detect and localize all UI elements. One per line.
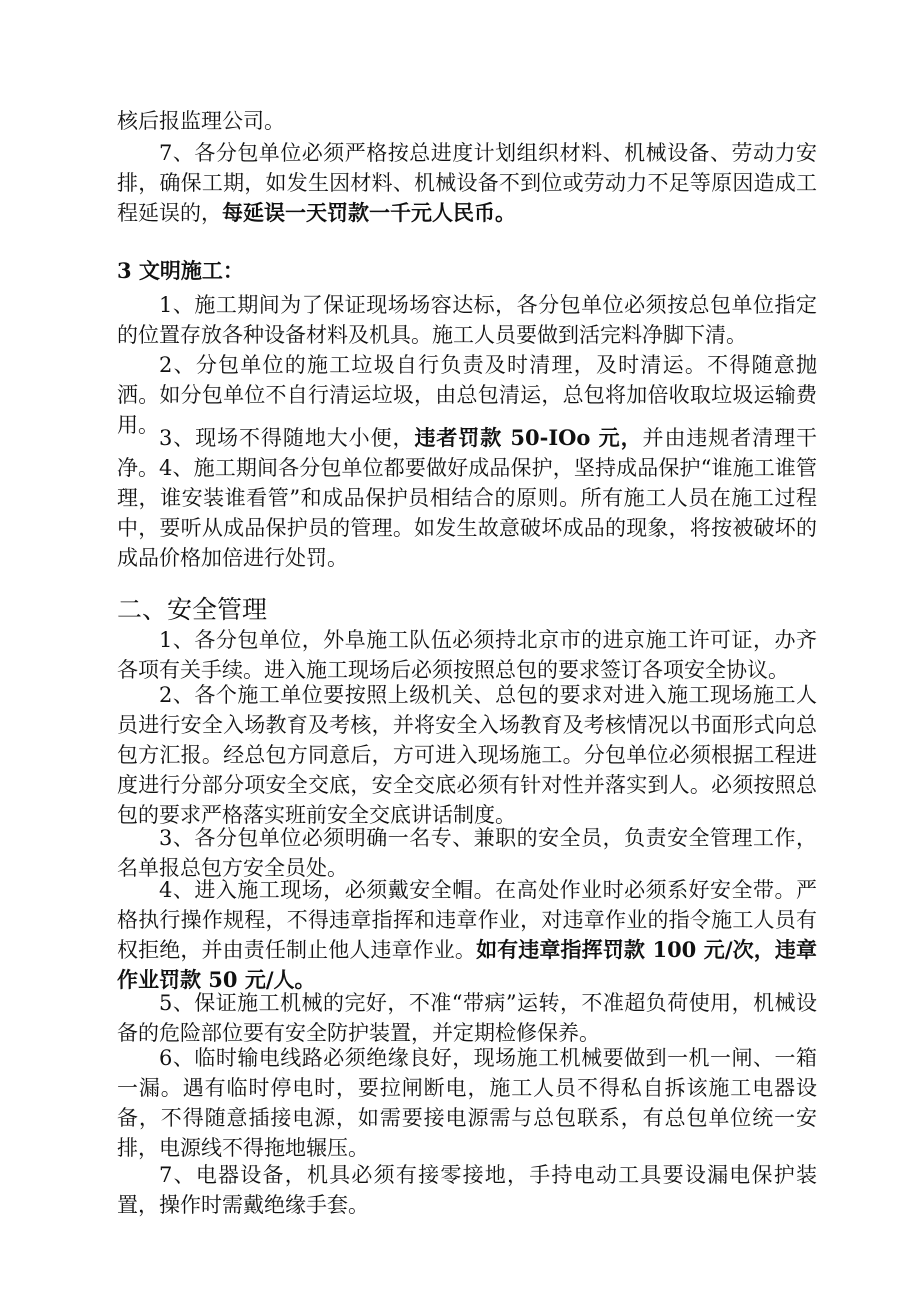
text: 1、各分包单位，外阜施工队伍必须持北京市的进京施工许可证，办齐各项有关手续。进入施工现场后必须按照总包的要求签订各项安全协议。 — [117, 628, 817, 682]
text: 核后报监理公司。 — [117, 109, 285, 133]
bold-penalty-text: 违者罚款 50-IOo 元， — [414, 425, 643, 450]
paragraph-safety-3 — [117, 823, 817, 883]
text: 7、各分包单位必须严格按总进度计划组织材料、机械设备、劳动力安排，确保工期，如发生因材料、机械设备不到位或劳动力不足等原因造成工程延误的， — [117, 141, 817, 225]
paragraph-safety-1 — [117, 625, 817, 685]
bold-penalty-text: 如有违章指挥罚款 100 元/次，违章作业罚款 50 元/人。 — [117, 937, 817, 992]
text: 4、进入施工现场，必须戴安全帽。在高处作业时必须系好安全带。严格执行操作规程，不得违章指挥和违章作业，对违章作业的指令施工人员有权拒绝，并由责任制止他人违章作业。 — [117, 878, 817, 962]
text: 3、各分包单位必须明确一名专、兼职的安全员，负责安全管理工作，名单报总包方安全员处。 — [117, 826, 817, 880]
text: 并由违规者清理干净。 — [117, 426, 817, 480]
text: 4、施工期间各分包单位都要做好成品保护，坚持成品保护“谁施工谁管理，谁安装谁看管”和成品保护员相结合的原则。所有施工人员在施工过程中，要听从成品保护员的管理。如发生故意破坏成品的现象，将按被破坏的成品价格加倍进行处罚。 — [117, 456, 817, 570]
paragraph-safety-2 — [117, 680, 817, 830]
section-heading-civilized-construction: 3 文明施工： — [117, 258, 244, 283]
paragraph-civ-1 — [117, 290, 817, 350]
section-heading-safety-management: 二、安全管理 — [117, 595, 268, 624]
text: 7、电器设备，机具必须有接零接地，手持电动工具要设漏电保护装置，操作时需戴绝缘手套。 — [117, 1163, 817, 1217]
text: 6、临时输电线路必须绝缘良好，现场施工机械要做到一机一闸、一箱一漏。遇有临时停电时，要拉闸断电，施工人员不得私自拆该施工电器设备，不得随意插接电源，如需要接电源需与总包联系，有总包单位统一安排，电源线不得拖地辗压。 — [117, 1046, 817, 1160]
paragraph-safety-7 — [117, 1160, 817, 1220]
paragraph-safety-5 — [117, 988, 817, 1048]
bold-penalty-text: 每延误一天罚款一千元人民币。 — [222, 200, 516, 225]
text: 2、分包单位的施工垃圾自行负责及时清理，及时清运。不得随意抛洒。如分包单位不自行清运垃圾，由总包清运，总包将加倍收取垃圾运输费用。 — [117, 353, 817, 437]
text: 2、各个施工单位要按照上级机关、总包的要求对进入施工现场施工人员进行安全入场教育及考核，并将安全入场教育及考核情况以书面形式向总包方汇报。经总包方同意后，方可进入现场施工。分包单位必须根据工程进度进行分部分项安全交底，安全交底必须有针对性并落实到人。必须按照总包的要求严格落实班前安全交底讲话制度。 — [117, 683, 817, 827]
text: 3、现场不得随地大小便， — [159, 426, 415, 450]
paragraph-safety-6 — [117, 1043, 817, 1163]
paragraph-item-7 — [117, 138, 817, 228]
text: 5、保证施工机械的完好，不准“带病”运转，不准超负荷使用，机械设备的危险部位要有安全防护装置，并定期检修保养。 — [117, 991, 817, 1045]
paragraph-safety-4 — [117, 875, 817, 995]
text: 1、施工期间为了保证现场场容达标，各分包单位必须按总包单位指定的位置存放各种设备材料及机具。施工人员要做到活完料净脚下清。 — [117, 293, 817, 347]
paragraph-continuation — [117, 106, 817, 136]
paragraph-civ-4 — [117, 453, 817, 573]
